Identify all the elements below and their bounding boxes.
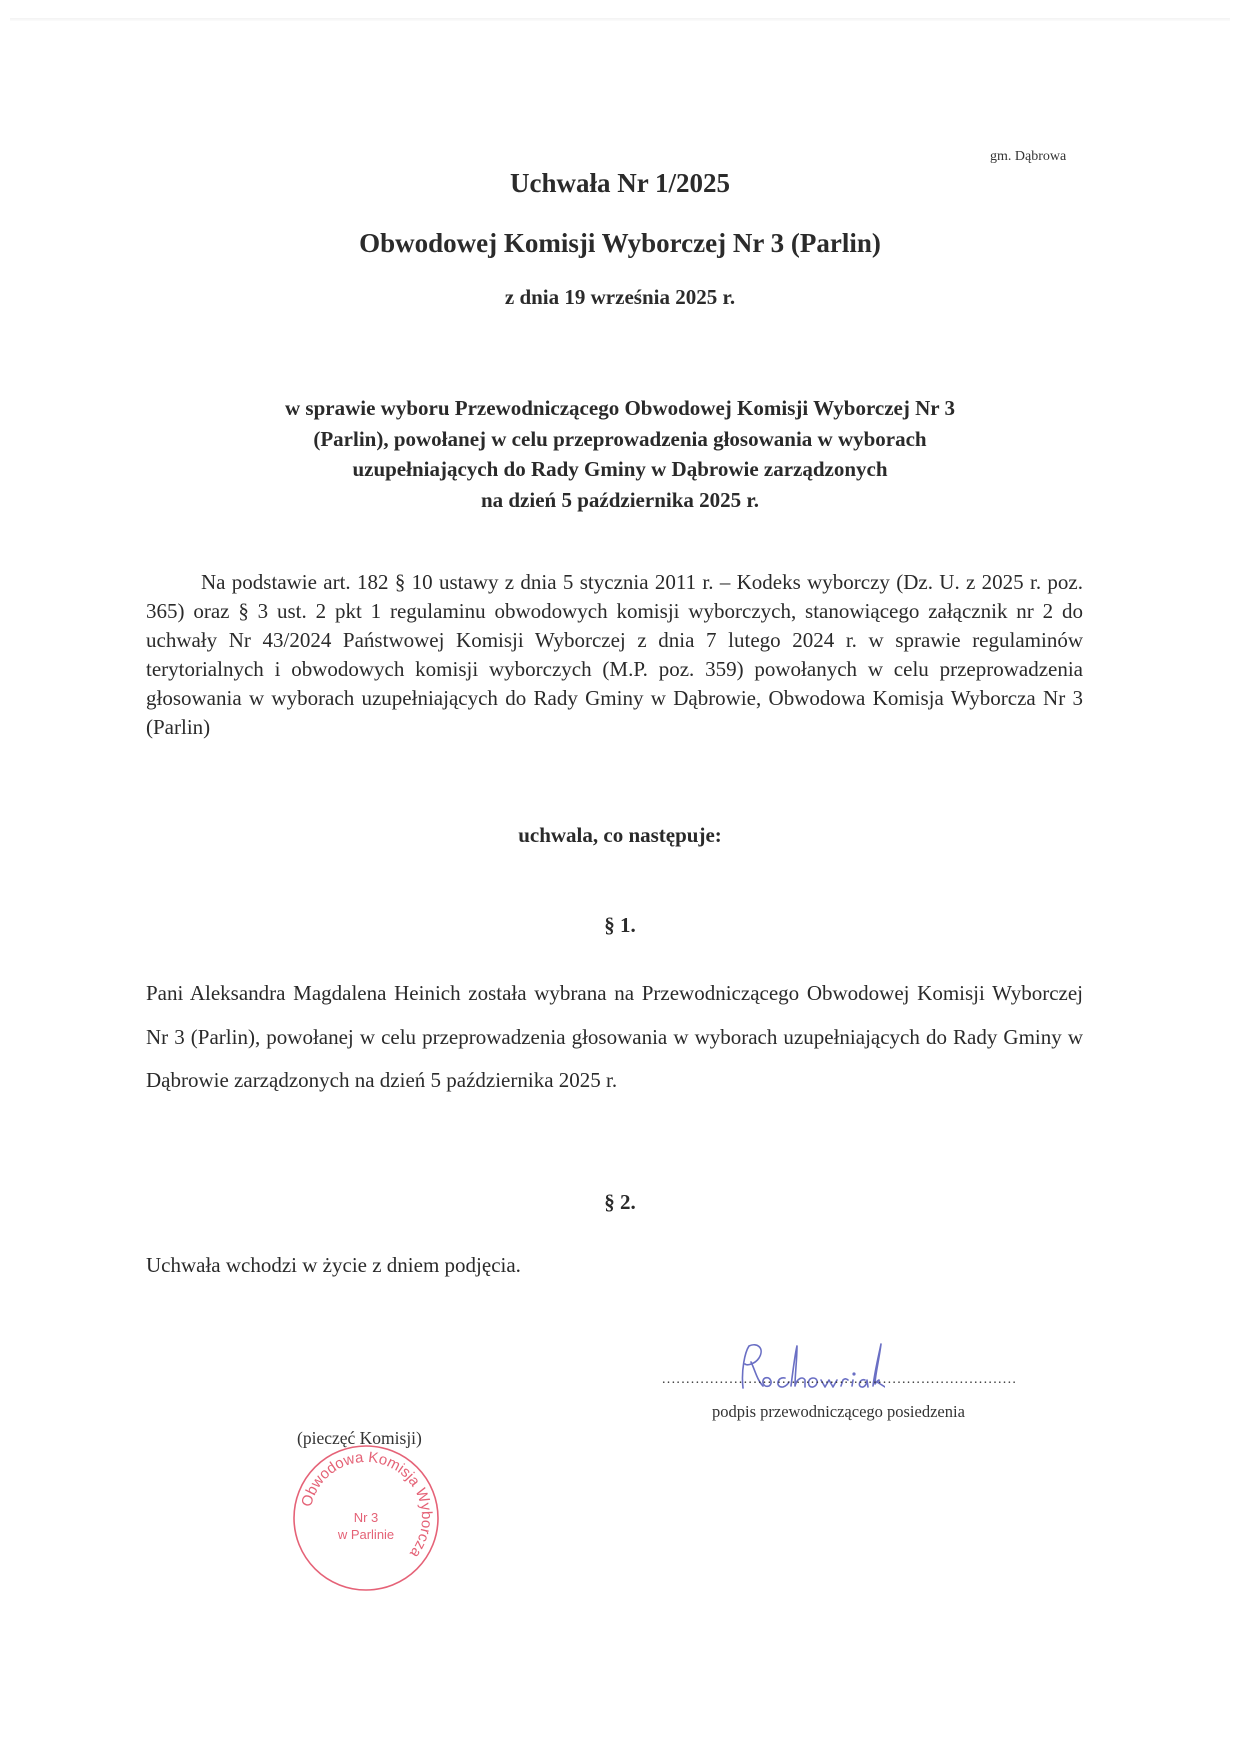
scan-edge-artifact	[10, 18, 1230, 21]
subject-line: uzupełniających do Rady Gminy w Dąbrowie zarządzonych	[352, 457, 888, 481]
signature-caption: podpis przewodniczącego posiedzenia	[712, 1402, 965, 1421]
section-1-heading: § 1.	[604, 913, 636, 937]
stamp-ring-text: Obwodowa Komisja Wyborcza	[298, 1448, 436, 1561]
subject-line: (Parlin), powołanej w celu przeprowadzenia głosowania w wyborach	[313, 426, 927, 451]
resolution-subject	[170, 393, 1070, 515]
resolution-title: Uchwała Nr 1/2025	[510, 168, 730, 198]
legal-basis-paragraph: Na podstawie art. 182 § 10 ustawy z dnia 5 stycznia 2011 r. – Kodeks wyborczy (Dz. U. z 2025 r. poz. 365) oraz § 3 ust. 2 pkt 1 regulaminu obwodowych komisji wyborczych, stanowiącego załącznik nr 2 do uchwały Nr 43/2024 Państwowej Komisji Wyborczej z dnia 7 lutego 2024 r. w sprawie regulaminów terytorialnych i obwodowych komisji wyborczych (M.P. poz. 359) powołanych w celu przeprowadzenia głosowania w wyborach uzupełniających do Rady Gminy w Dąbrowie, Obwodowa Komisja Wyborcza Nr 3 (Parlin)	[146, 570, 1083, 739]
commission-stamp	[290, 1442, 442, 1594]
stamp-number: Nr 3	[353, 1510, 379, 1525]
locality-header: gm. Dąbrowa	[990, 149, 1067, 164]
subject-line: w sprawie wyboru Przewodniczącego Obwodowej Komisji Wyborczej Nr 3	[285, 396, 955, 420]
stamp-caption: (pieczęć Komisji)	[297, 1428, 422, 1448]
section-2-text: Uchwała wchodzi w życie z dniem podjęcia.	[146, 1253, 521, 1277]
section-1-text: Pani Aleksandra Magdalena Heinich została wybrana na Przewodniczącego Obwodowej Komisji Wyborczej Nr 3 (Parlin), powołanej w celu przeprowadzenia głosowania w wyborach uzupełniających do Rady Gminy w Dąbrowie zarządzonych na dzień 5 października 2025 r.	[146, 981, 1083, 1092]
resolution-date: z dnia 19 września 2025 r.	[504, 285, 736, 309]
stamp-location: w Parlinie	[337, 1527, 395, 1542]
subject-line: na dzień 5 października 2025 r.	[480, 487, 760, 512]
section-2-heading: § 2.	[604, 1190, 636, 1214]
issuing-body: Obwodowej Komisji Wyborczej Nr 3 (Parlin)	[359, 228, 881, 258]
signature-line: ..........................................................................	[662, 1372, 1018, 1387]
resolves-heading: uchwala, co następuje:	[518, 823, 722, 847]
